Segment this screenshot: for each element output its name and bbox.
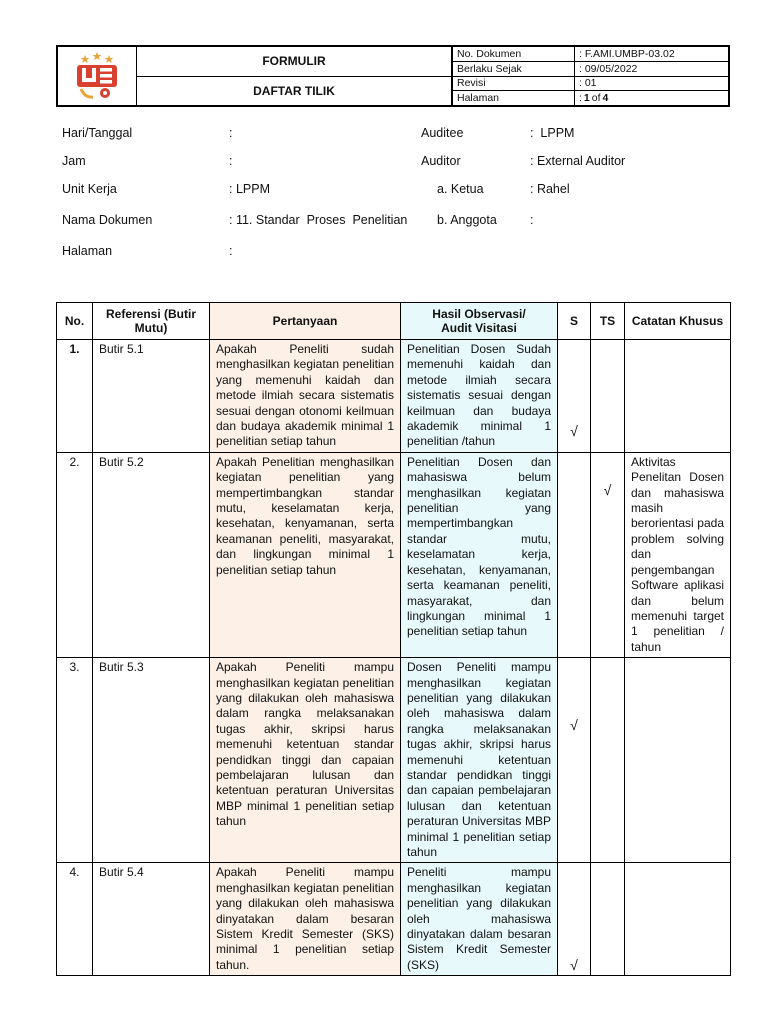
row-pertanyaan: Apakah Peneliti sudah menghasilkan kegiatan penelitian yang memenuhi kaidah dan metode ilmiah secara sistematis sesuai dengan otonomi keilmuan dan budaya akademik minimal 1 penelitian setiap tahun [210, 340, 401, 453]
header-obs-line1: Hasil Observasi/ [432, 307, 526, 321]
document-header [56, 45, 730, 107]
page-of: of [591, 92, 601, 105]
header-hasil-observasi [401, 303, 558, 340]
meta-row-revision [453, 77, 728, 92]
halaman-label: Halaman [62, 244, 113, 258]
row-no: 4. [57, 863, 93, 976]
row-s-checkmark [558, 452, 591, 657]
row-referensi: Butir 5.2 [93, 452, 210, 657]
row-referensi: Butir 5.3 [93, 658, 210, 863]
table-header-row [57, 303, 731, 340]
meta-value: : F.AMI.UMBP-03.02 [579, 47, 675, 60]
row-ts-checkmark: √ [591, 452, 625, 657]
jam-label: Jam [62, 154, 86, 168]
row-pertanyaan: Apakah Peneliti mampu menghasilkan kegiatan penelitian yang dilakukan oleh mahasiswa dinyatakan dalam besaran Sistem Kredit Semester (SKS) minimal 1 penelitian setiap tahun. [210, 863, 401, 976]
auditor-value: : External Auditor [530, 154, 626, 168]
header-catatan: Catatan Khusus [625, 303, 731, 340]
row-s-checkmark: √ [558, 340, 591, 453]
header-pertanyaan: Pertanyaan [210, 303, 401, 340]
row-no: 3. [57, 658, 93, 863]
row-ts-checkmark [591, 340, 625, 453]
form-type-title: FORMULIR [137, 47, 451, 77]
row-pertanyaan: Apakah Peneliti mampu menghasilkan kegiatan penelitian yang dilakukan oleh mahasiswa dalam rangka melaksanakan tugas akhir, skripsi harus memenuhi ketentuan standar pendidkan tinggi dan capaian pembelajaran lulusan dan ketentuan peraturan Universitas MBP minimal 1 penelitian setiap tahun [210, 658, 401, 863]
header-obs-line2: Audit Visitasi [441, 321, 517, 335]
table-row [57, 658, 731, 863]
page-prefix: : [579, 92, 582, 105]
meta-label: Halaman [453, 91, 575, 105]
row-s-checkmark: √ [558, 658, 591, 863]
row-no: 1. [57, 340, 93, 453]
row-catatan [625, 658, 731, 863]
row-observasi: Penelitian Dosen dan mahasiswa belum menghasilkan kegiatan penelitian yang mempertimbangkan standar mutu, keselamatan kerja, kesehatan, kenyamanan, serta keamanan peneliti, masyarakat, dan lingkungan minimal 1 penelitian setiap tahun [401, 452, 558, 657]
form-title-cell [137, 47, 453, 105]
halaman-value: : [229, 244, 233, 258]
auditor-label: Auditor [421, 154, 461, 168]
meta-value: : 09/05/2022 [579, 62, 638, 75]
meta-value [575, 91, 728, 105]
header-no: No. [57, 303, 93, 340]
header-referensi: Referensi (Butir Mutu) [93, 303, 210, 340]
row-s-checkmark: √ [558, 863, 591, 976]
checklist-table [56, 302, 731, 976]
meta-row-effective-date [453, 62, 728, 77]
row-pertanyaan: Apakah Penelitian menghasilkan kegiatan penelitian yang mempertimbangkan standar mutu, keselamatan kerja, kesehatan, kenyamanan, serta keamanan peneliti, masyarakat, dan lingkungan minimal 1 penelitian setiap tahun [210, 452, 401, 657]
hari-tanggal-label: Hari/Tanggal [62, 126, 133, 140]
unit-kerja-value: : LPPM [229, 182, 270, 196]
ketua-label: a. Ketua [437, 182, 484, 196]
row-observasi: Penelitian Dosen Sudah memenuhi kaidah dan metode ilmiah secara sistematis sesuai dengan keilmuan dan budaya akademik minimal 1 penelitian /tahun [401, 340, 558, 453]
meta-label: Berlaku Sejak [453, 62, 575, 76]
row-observasi: Peneliti mampu menghasilkan kegiatan penelitian yang dilakukan oleh mahasiswa dinyatakan dalam besaran Sistem Kredit Semester (SKS) [401, 863, 558, 976]
hari-tanggal-value: : [229, 126, 233, 140]
nama-dokumen-value: : 11. Standar Proses Penelitian [229, 213, 408, 227]
header-sesuai: S [558, 303, 591, 340]
meta-label: Revisi [453, 77, 575, 91]
row-referensi: Butir 5.4 [93, 863, 210, 976]
meta-row-doc-number [453, 47, 728, 62]
ketua-value: : Rahel [530, 182, 570, 196]
form-name-title: DAFTAR TILIK [253, 83, 335, 98]
row-no: 2. [57, 452, 93, 657]
meta-value: : 01 [579, 77, 597, 90]
logo-cell [58, 47, 137, 105]
meta-row-page [453, 91, 728, 105]
anggota-label: b. Anggota [437, 213, 497, 227]
document-meta [453, 47, 728, 105]
nama-dokumen-label: Nama Dokumen [62, 213, 153, 227]
meta-label: No. Dokumen [453, 47, 575, 61]
table-row [57, 340, 731, 453]
page-total: 4 [602, 92, 609, 105]
row-catatan: Aktivitas Penelitan Dosen dan mahasiswa masih berorientasi pada problem solving dan pengembangan Software aplikasi dan belum memenuhi target 1 penelitian / tahun [625, 452, 731, 657]
anggota-value: : [530, 213, 534, 227]
jam-value: : [229, 154, 233, 168]
table-row [57, 863, 731, 976]
row-catatan [625, 863, 731, 976]
row-ts-checkmark [591, 863, 625, 976]
row-catatan [625, 340, 731, 453]
page-number: 1 [583, 92, 590, 105]
row-ts-checkmark [591, 658, 625, 863]
row-observasi: Dosen Peneliti mampu menghasilkan kegiatan penelitian yang dilakukan oleh mahasiswa dalam rangka melaksanakan tugas akhir, skripsi harus memenuhi ketentuan standar pendidkan tinggi dan capaian pembelajaran lulusan dan ketentuan peraturan Universitas MBP minimal 1 penelitian setiap tahun [401, 658, 558, 863]
unit-kerja-label: Unit Kerja [62, 182, 117, 196]
table-row [57, 452, 731, 657]
row-referensi: Butir 5.1 [93, 340, 210, 453]
header-tidak-sesuai: TS [591, 303, 625, 340]
auditee-label: Auditee [421, 126, 464, 140]
university-logo-icon [72, 51, 122, 101]
auditee-value: : LPPM [530, 126, 575, 140]
